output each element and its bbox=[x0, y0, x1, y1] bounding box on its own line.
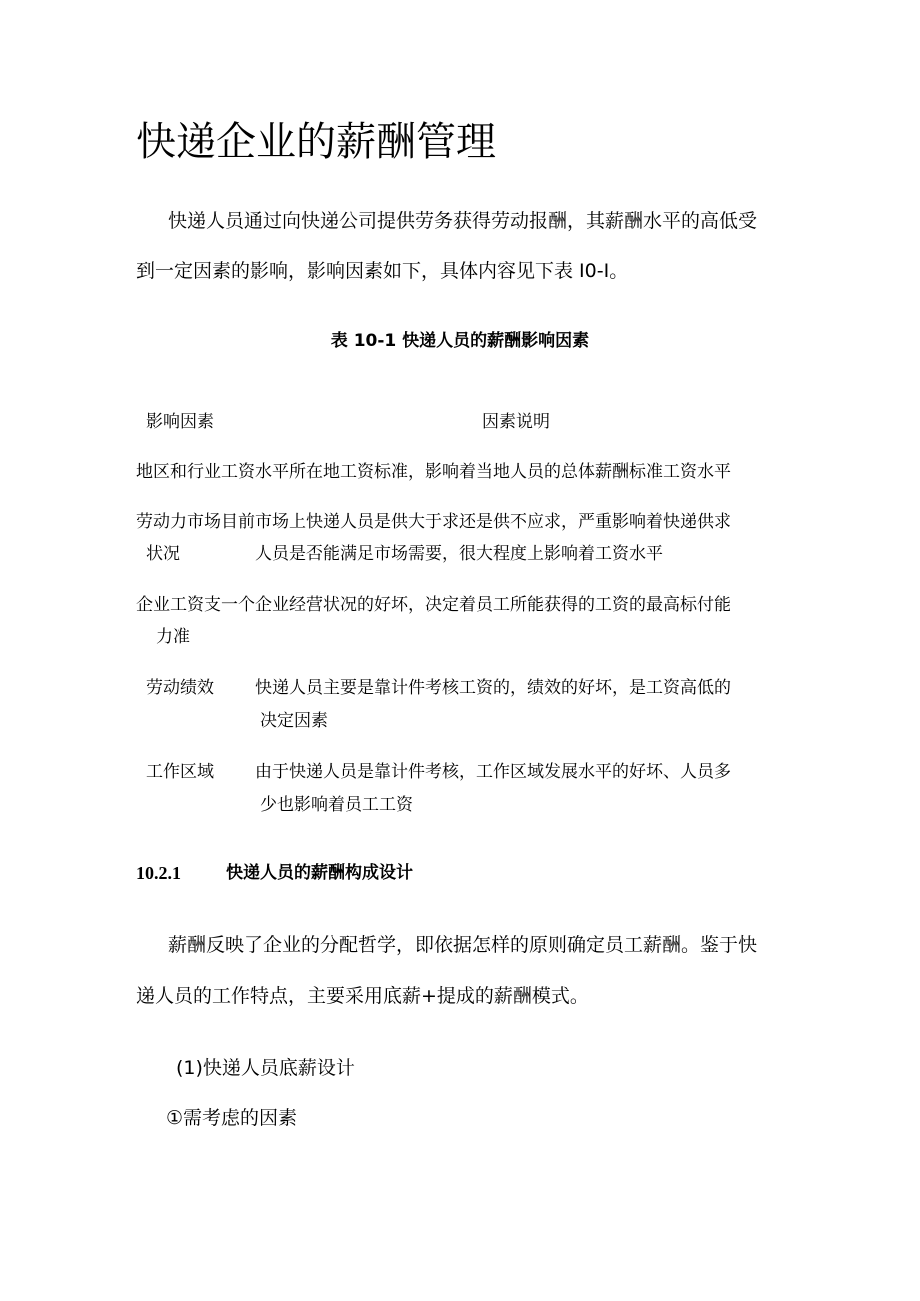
table-row-performance-factor: 劳动绩效 bbox=[146, 678, 214, 698]
table-row-labor-market: 劳动力市场目前市场上快递人员是供大于求还是供不应求，严重影响着快递供求 bbox=[136, 512, 731, 532]
intro-line-2: 到一定因素的影响，影响因素如下，具体内容见下表 I0-I。 bbox=[136, 260, 629, 282]
table-row-area-desc-2: 少也影响着员工工资 bbox=[260, 795, 413, 815]
table-row-labor-market-factor-cont: 状况 bbox=[146, 544, 180, 564]
table-row-performance-desc-1: 快递人员主要是靠计件考核工资的，绩效的好坏，是工资高低的 bbox=[255, 678, 731, 698]
table-row-area-factor: 工作区域 bbox=[146, 762, 214, 782]
page-title: 快递企业的薪酬管理 bbox=[136, 119, 496, 165]
table-row-performance-desc-2: 决定因素 bbox=[260, 711, 328, 731]
table-caption: 表 10-1 快递人员的薪酬影响因素 bbox=[330, 331, 590, 351]
table-row-enterprise: 企业工资支一个企业经营状况的好坏，决定着员工所能获得的工资的最高标付能 bbox=[136, 595, 731, 615]
table-row-area-desc-1: 由于快递人员是靠计件考核，工作区域发展水平的好坏、人员多 bbox=[255, 762, 731, 782]
intro-line-1: 快递人员通过向快递公司提供劳务获得劳动报酬，其薪酬水平的高低受 bbox=[168, 210, 758, 232]
table-header-description: 因素说明 bbox=[482, 412, 550, 432]
salary-line-2: 递人员的工作特点，主要采用底薪+提成的薪酬模式。 bbox=[136, 985, 589, 1007]
table-header-factor: 影响因素 bbox=[146, 412, 214, 432]
table-row-enterprise-factor-cont: 力准 bbox=[156, 627, 190, 647]
table-row-labor-market-desc-cont: 人员是否能满足市场需要，很大程度上影响着工资水平 bbox=[255, 544, 663, 564]
table-row-regional: 地区和行业工资水平所在地工资标准，影响着当地人员的总体薪酬标准工资水平 bbox=[136, 462, 731, 482]
subheading-factors: ①需考虑的因素 bbox=[166, 1107, 298, 1129]
section-title: 快递人员的薪酬构成设计 bbox=[226, 863, 413, 883]
subheading-base-salary: (1)快递人员底薪设计 bbox=[176, 1057, 355, 1079]
section-number: 10.2.1 bbox=[136, 863, 181, 883]
salary-line-1: 薪酬反映了企业的分配哲学，即依据怎样的原则确定员工薪酬。鉴于快 bbox=[168, 934, 758, 956]
